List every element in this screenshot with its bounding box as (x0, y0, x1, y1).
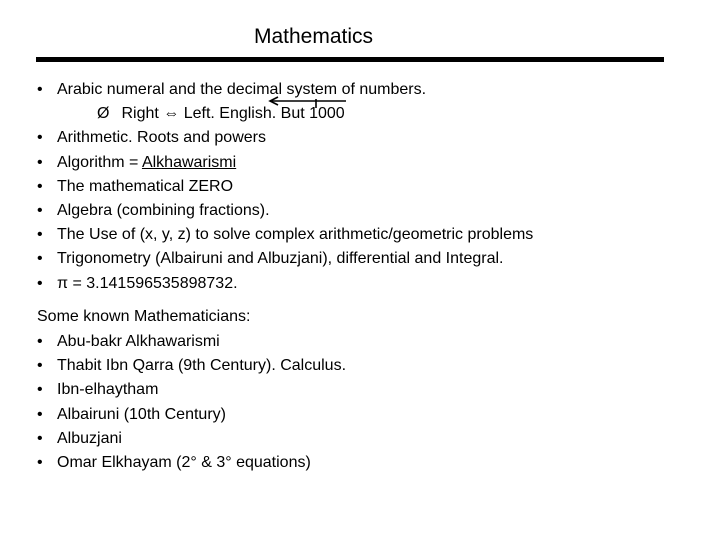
list-item-text: The mathematical ZERO (57, 177, 234, 195)
bullet-icon: • (37, 333, 43, 350)
bullet-icon: • (37, 153, 43, 171)
list-item-text: Arabic numeral and the decimal system of numbers. (57, 81, 427, 98)
known-mathematicians-heading: Some known Mathematicians: (37, 308, 251, 325)
list-item (37, 78, 533, 102)
arrowhead-bullet-icon: Ø (97, 105, 110, 123)
list-item (37, 199, 533, 223)
bullet-icon: • (37, 454, 43, 472)
list-item (37, 175, 533, 199)
bullet-icon: • (37, 274, 43, 292)
known-mathematicians-list (37, 330, 346, 475)
bullet-icon: • (37, 226, 43, 244)
bullet-icon: • (37, 381, 43, 399)
slide-title: Mathematics (254, 25, 374, 48)
list-item-text: Ibn-elhaytham (57, 381, 159, 399)
list-item-text: Thabit Ibn Qarra (9th Century). Calculus. (57, 357, 347, 375)
list-item (37, 223, 533, 247)
sub-list-item (37, 102, 533, 126)
bullet-icon: • (37, 429, 43, 447)
list-item (37, 330, 346, 354)
main-bullet-list (37, 78, 533, 296)
list-item-text: Abu-bakr Alkhawarismi (57, 333, 220, 350)
sub-item-text: Right ⇔ Left. English. But 1000 (121, 105, 345, 123)
list-item (37, 427, 346, 451)
bullet-icon: • (37, 81, 43, 98)
list-item-text: The Use of (x, y, z) to solve complex arithmetic/geometric problems (57, 226, 534, 244)
list-item (37, 403, 346, 427)
list-item-text: Albairuni (10th Century) (57, 405, 226, 423)
bullet-icon: • (37, 250, 43, 268)
list-item-text: π = 3.141596535898732. (57, 274, 238, 292)
list-item (37, 451, 346, 475)
bullet-icon: • (37, 129, 43, 147)
list-item (37, 247, 533, 271)
bullet-icon: • (37, 357, 43, 375)
bullet-icon: • (37, 202, 43, 220)
list-item-text: Trigonometry (Albairuni and Albuzjani), differential and Integral. (57, 250, 504, 268)
list-item-text: Omar Elkhayam (2° & 3° equations) (57, 454, 311, 472)
list-item (37, 378, 346, 402)
list-item (37, 354, 346, 378)
list-item-underlined-text: Alkhawarismi (141, 153, 237, 171)
list-item-text: Albuzjani (57, 429, 122, 447)
title-underline-rule (36, 57, 664, 62)
list-item-text: Algebra (combining fractions). (57, 202, 270, 220)
list-item-text: Arithmetic. Roots and powers (57, 129, 266, 147)
list-item-text-prefix: Algorithm = (57, 153, 142, 171)
bullet-icon: • (37, 177, 43, 195)
list-item (37, 151, 533, 175)
list-item (37, 126, 533, 150)
list-item (37, 272, 533, 296)
bullet-icon: • (37, 405, 43, 423)
